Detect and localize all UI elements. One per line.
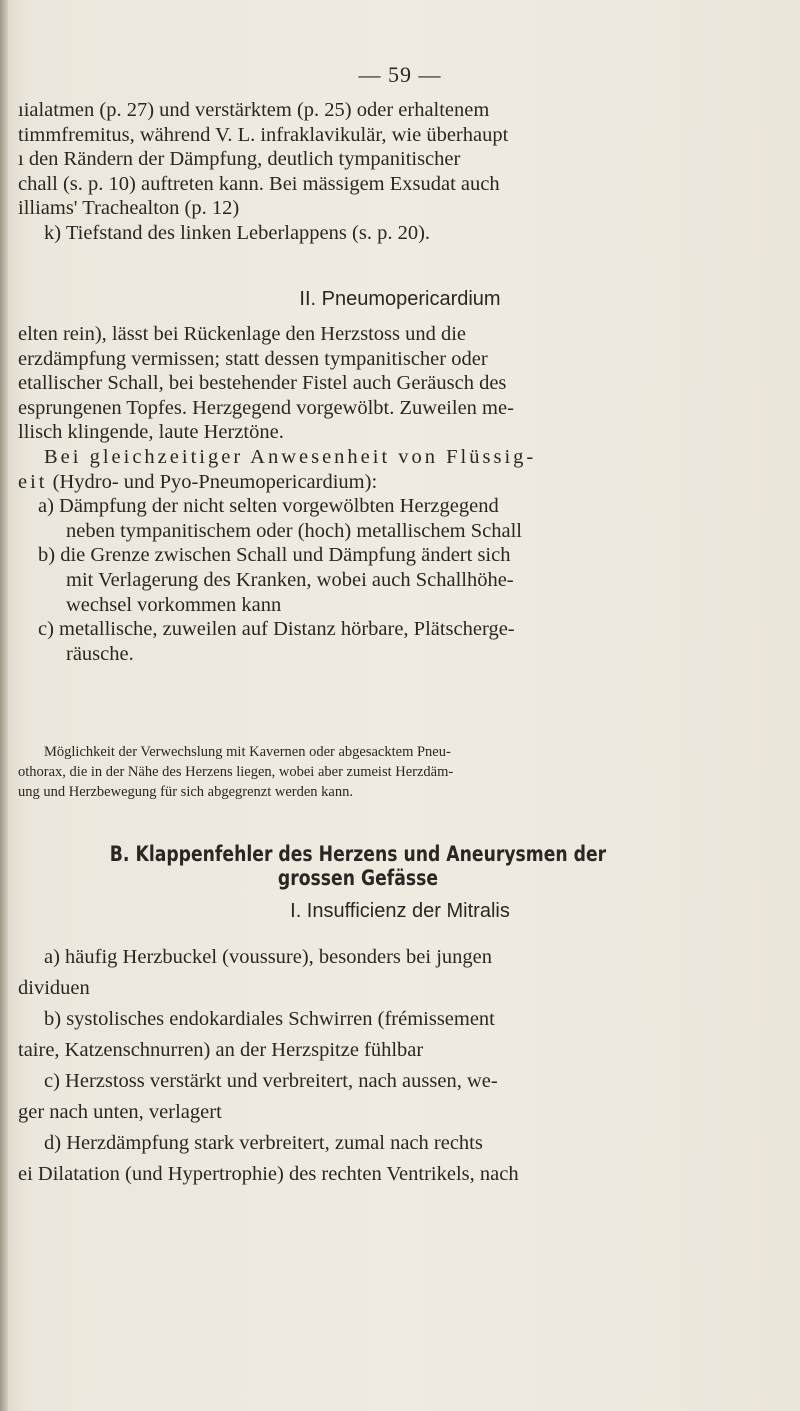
text-line: ıialatmen (p. 27) und verstärktem (p. 25) oder erhaltenem <box>18 99 490 121</box>
text-line: erzdämpfung vermissen; statt dessen tympanitischer oder <box>18 347 488 370</box>
footnote-text <box>18 742 678 802</box>
note-line: othorax, die in der Nähe des Herzens liegen, wobei aber zumeist Herzdäm- <box>18 764 454 780</box>
section-b-text <box>18 942 678 1190</box>
text-line: timmfremitus, während V. L. infraklavikulär, wie überhaupt <box>18 123 509 146</box>
text-line: ger nach unten, verlagert <box>18 1101 222 1123</box>
text-line: illiams' Trachealton (p. 12) <box>18 197 240 220</box>
text-line: llisch klingende, laute Herztöne. <box>18 421 284 444</box>
text-line <box>18 470 678 495</box>
section-ii-text <box>18 322 678 666</box>
heading-insufficienz-mitralis: I. Insufficienz der Mitralis <box>290 900 510 922</box>
list-item-b: b) die Grenze zwischen Schall und Dämpfung ändert sich <box>38 544 511 567</box>
heading-klappenfehler: B. Klappenfehler des Herzens und Aneurysmen der grossen Gefässe <box>109 842 607 890</box>
text-line: k) Tiefstand des linken Leberlappens (s. p. 20). <box>44 221 431 244</box>
list-item-continuation: neben tympanitischem oder (hoch) metallischem Schall <box>66 519 522 542</box>
heading-pneumopericardium: II. Pneumopericardium <box>299 288 501 310</box>
list-item-continuation: mit Verlagerung des Kranken, wobei auch Schallhöhe- <box>66 568 514 591</box>
list-item-continuation: räusche. <box>66 642 134 665</box>
text-line: d) Herzdämpfung stark verbreitert, zumal nach rechts <box>44 1132 483 1154</box>
text-line: a) häufig Herzbuckel (voussure), besonders bei jungen <box>44 946 492 968</box>
text-line: elten rein), lässt bei Rückenlage den Herzstoss und die <box>18 323 467 345</box>
text-line: chall (s. p. 10) auftreten kann. Bei mässigem Exsudat auch <box>18 172 500 195</box>
text-line: ı den Rändern der Dämpfung, deutlich tympanitischer <box>18 148 461 171</box>
note-line: Möglichkeit der Verwechslung mit Kavernen oder abgesacktem Pneu- <box>44 744 451 760</box>
text-span: (Hydro- und Pyo-Pneumopericardium): <box>47 470 378 493</box>
text-line: taire, Katzenschnurren) an der Herzspitze fühlbar <box>18 1039 424 1061</box>
text-line: esprungenen Topfes. Herzgegend vorgewölbt. Zuweilen me- <box>18 396 514 419</box>
list-item-continuation: wechsel vorkommen kann <box>66 593 282 616</box>
spaced-word: eit <box>18 470 48 493</box>
text-line: etallischer Schall, bei bestehender Fistel auch Geräusch des <box>18 372 507 395</box>
note-line: ung und Herzbewegung für sich abgegrenzt werden kann. <box>18 784 353 800</box>
text-line: dividuen <box>18 977 90 999</box>
section-a-text <box>18 98 678 246</box>
list-item-c: c) metallische, zuweilen auf Distanz hörbare, Plätscherge- <box>38 618 515 641</box>
page-gutter-shadow <box>0 0 8 1411</box>
list-item-a: a) Dämpfung der nicht selten vorgewölbten Herzgegend <box>38 495 499 518</box>
text-line: b) systolisches endokardiales Schwirren (frémissement <box>44 1008 495 1030</box>
spaced-text-line: Bei gleichzeitiger Anwesenheit von Flüssig- <box>44 445 537 468</box>
page-number: — 59 — <box>358 62 442 87</box>
text-line: c) Herzstoss verstärkt und verbreitert, nach aussen, we- <box>44 1070 498 1092</box>
text-line: ei Dilatation (und Hypertrophie) des rechten Ventrikels, nach <box>18 1163 519 1185</box>
